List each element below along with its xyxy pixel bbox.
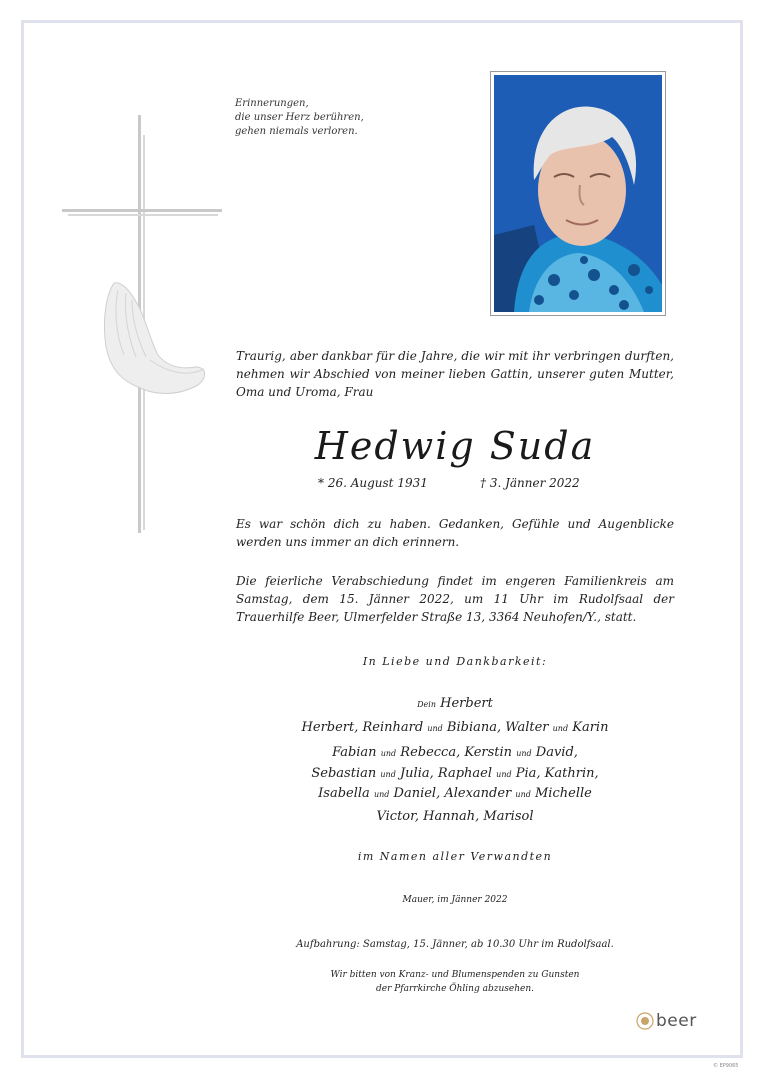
birth-date: * 26. August 1931	[318, 476, 428, 490]
remembrance-text: Es war schön dich zu haben. Gedanken, Gefühle und Augenblicke werden uns immer an dich erinnern.	[236, 517, 674, 549]
family-name: Herbert	[440, 696, 493, 711]
family-name: Pia, Kathrin,	[515, 766, 599, 781]
product-code: © EP9065	[713, 1063, 739, 1069]
viewing-notice: Aufbahrung: Samstag, 15. Jänner, ab 10.30 Uhr im Rudolfsaal.	[296, 939, 614, 950]
family-name: David,	[535, 745, 578, 760]
family-line-5	[230, 786, 680, 801]
family-name: Bibiana, Walter	[446, 720, 549, 735]
family-line-1	[230, 696, 680, 711]
beer-logo	[636, 1011, 697, 1031]
family-und: und	[427, 724, 443, 733]
place-date: Mauer, im Jänner 2022	[402, 895, 508, 905]
family-name: Rebecca, Kerstin	[400, 745, 513, 760]
motto-line-3: gehen niemals verloren.	[235, 126, 358, 137]
logo-text: beer	[656, 1011, 697, 1031]
family-name: Fabian	[332, 745, 377, 760]
family-name: Sebastian	[311, 766, 377, 781]
family-name: Julia, Raphael	[399, 766, 493, 781]
family-name: Daniel, Alexander	[393, 786, 512, 801]
family-line-2	[230, 720, 680, 735]
death-date: † 3. Jänner 2022	[480, 476, 580, 490]
closing-line: In Liebe und Dankbarkeit:	[362, 655, 548, 668]
donation-request-line-1: Wir bitten von Kranz- und Blumenspenden zu Gunsten	[330, 970, 580, 980]
names-all-relatives: im Namen aller Verwandten	[357, 850, 553, 863]
ceremony-text: Die feierliche Verabschiedung findet im engeren Familienkreis am Samstag, dem 15. Jänner 2022, um 11 Uhr im Rudolfsaal der Trauerhilfe Beer, Ulmerfelder Straße 13, 3364 Neuhofen/Y., statt.	[236, 574, 674, 624]
family-und: und	[380, 749, 397, 758]
family-und: und	[373, 790, 390, 799]
donation-request	[230, 968, 680, 996]
family-und: und	[380, 770, 396, 779]
motto-line-2: die unser Herz berühren,	[235, 112, 364, 123]
family-und: und	[516, 749, 532, 758]
family-name: Karin	[572, 720, 609, 735]
family-line-6: Victor, Hannah, Marisol	[376, 809, 534, 824]
portrait-photo	[490, 71, 666, 316]
family-line-4	[230, 766, 680, 781]
family-und: und	[515, 790, 531, 799]
family-name: Michelle	[535, 786, 592, 801]
motto-line-1: Erinnerungen,	[235, 98, 309, 109]
family-und: und	[496, 770, 512, 779]
family-name: Herbert, Reinhard	[301, 720, 424, 735]
family-und: und	[552, 724, 569, 733]
motto	[235, 97, 364, 139]
intro-text: Traurig, aber dankbar für die Jahre, die wir mit ihr verbringen durften, nehmen wir Abschied von meiner lieben Gattin, unserer guten Mutter, Oma und Uroma, Frau	[236, 349, 674, 399]
family-line-3	[230, 745, 680, 760]
beer-logo-mark-icon	[636, 1012, 654, 1030]
cross-with-praying-hands	[58, 115, 228, 535]
praying-hands-icon	[104, 283, 204, 394]
portrait-image	[494, 75, 662, 312]
deceased-name: Hedwig Suda	[314, 424, 596, 468]
donation-request-line-2: der Pfarrkirche Öhling abzusehen.	[375, 984, 534, 994]
family-word: Dein	[417, 700, 436, 709]
family-name: Isabella	[318, 786, 370, 801]
